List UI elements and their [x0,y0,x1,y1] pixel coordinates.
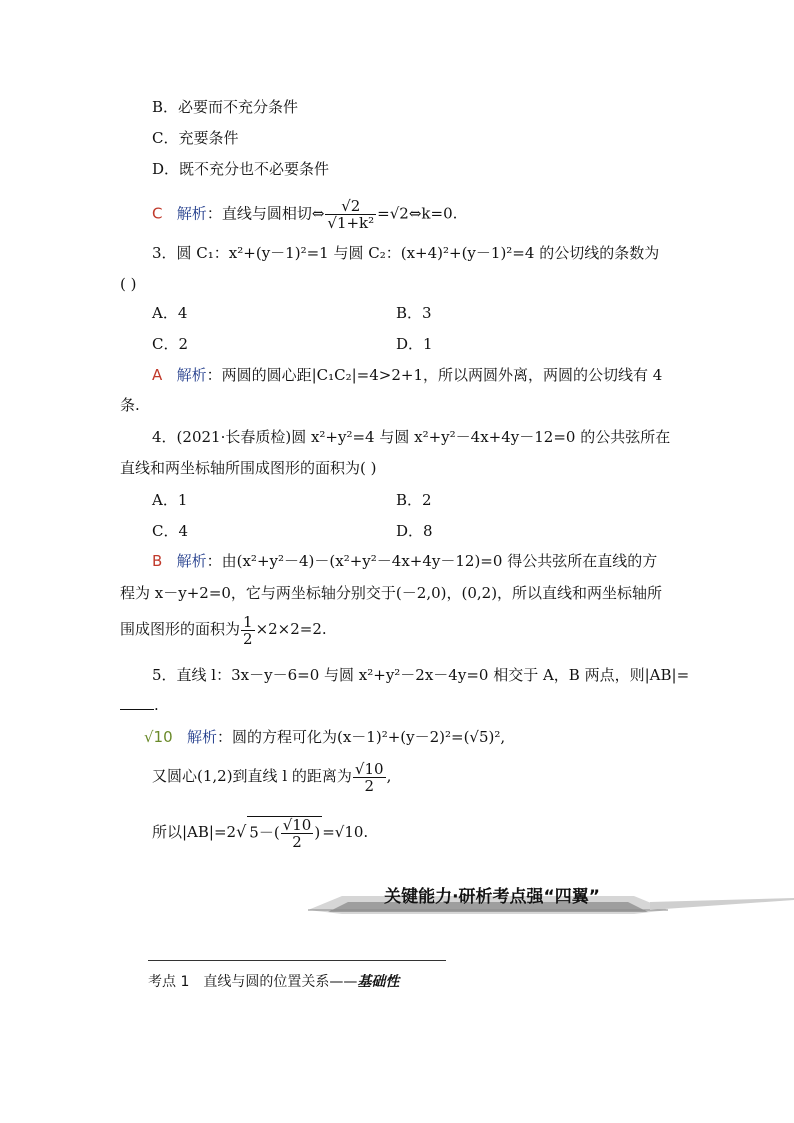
banner-title: 关键能力·研析考点强“四翼” [384,887,600,907]
fraction: $\frac{√2}{\text{√1+k²}}$ [327,197,375,232]
fraction: $\frac{√10}{2}$ [354,759,384,795]
section-label: 考点 1 直线与圆的位置关系—— [148,974,358,990]
q3-paren: ( ) [120,275,137,293]
section-header [148,972,399,992]
q5-solution-line2: 又圆心(1,2)到直线 l 的距离为 $\frac{√10}{2}$ , [152,759,392,795]
q4-option-d: D．8 [396,522,433,540]
option-d: D．既不充分也不必要条件 [152,160,330,178]
q4-solution-cont2: 围成图形的面积为 $\frac{1}{2}$ ×2×2=2. [120,612,327,648]
fraction: $\frac{1}{2}$ [243,612,253,648]
q4-option-b: B．2 [396,491,432,509]
section-stamp: 基础性 [357,974,400,990]
radical-body: 5－( $\frac{√10}{2}$ ) [249,815,321,851]
q3-option-c: C．2 [152,335,189,353]
section-rule [148,960,446,961]
q2-solution: C 解析：直线与圆相切⇔ $\frac{√2}{\text{√1+k²}}$ =√2⇔k=0. [152,197,458,232]
answer-value: √10 [144,728,173,746]
q4-stem-cont: 直线和两坐标轴所围成图形的面积为( ) [120,459,377,477]
q3-option-d: D．1 [396,335,433,353]
radical-sign: √ [236,822,247,841]
solution-label: 解析 [186,728,217,746]
q5-solution: √10 解析：圆的方程可化为(x－1)²+(y－2)²=(√5)², [144,728,506,746]
option-c: C．充要条件 [152,129,239,147]
solution-label: 解析 [176,204,207,223]
q3-solution-cont: 条. [120,396,140,414]
solution-label: 解析 [176,552,207,570]
q4-option-a: A．1 [152,491,188,509]
solution-label: 解析 [176,366,207,384]
banner-tail-right [650,896,794,916]
answer-blank [120,709,154,710]
q5-blank: . [120,695,159,715]
q4-solution-cont: 程为 x－y+2=0，它与两坐标轴分别交于(－2,0)，(0,2)，所以直线和两坐标轴所 [120,584,663,602]
answer-letter: B [152,552,163,570]
q4-stem: 4．(2021·长春质检)圆 x²+y²=4 与圆 x²+y²－4x+4y－12=0 的公共弦所在 [152,428,671,446]
answer-letter: A [152,366,163,384]
q3-option-b: B．3 [396,304,432,322]
option-b: B．必要而不充分条件 [152,98,299,116]
q5-stem: 5．直线 l：3x－y－6=0 与圆 x²+y²－2x－4y=0 相交于 A，B 两点，则|AB|= [152,666,690,684]
q3-stem: 3．圆 C₁：x²+(y－1)²=1 与圆 C₂：(x+4)²+(y－1)²=4 的公切线的条数为 [152,244,660,262]
q4-option-c: C．4 [152,522,189,540]
q4-solution: B 解析：由(x²+y²－4)－(x²+y²－4x+4y－12)=0 得公共弦所在直线的方 [152,552,658,570]
q3-option-a: A．4 [152,304,188,322]
answer-letter: C [152,204,163,223]
q5-solution-line3: 所以|AB|=2√ 5－( $\frac{√10}{2}$ ) =√10. [152,815,369,851]
q3-solution: A 解析：两圆的圆心距|C₁C₂|=4>2+1，所以两圆外离，两圆的公切线有 4 [152,366,663,384]
